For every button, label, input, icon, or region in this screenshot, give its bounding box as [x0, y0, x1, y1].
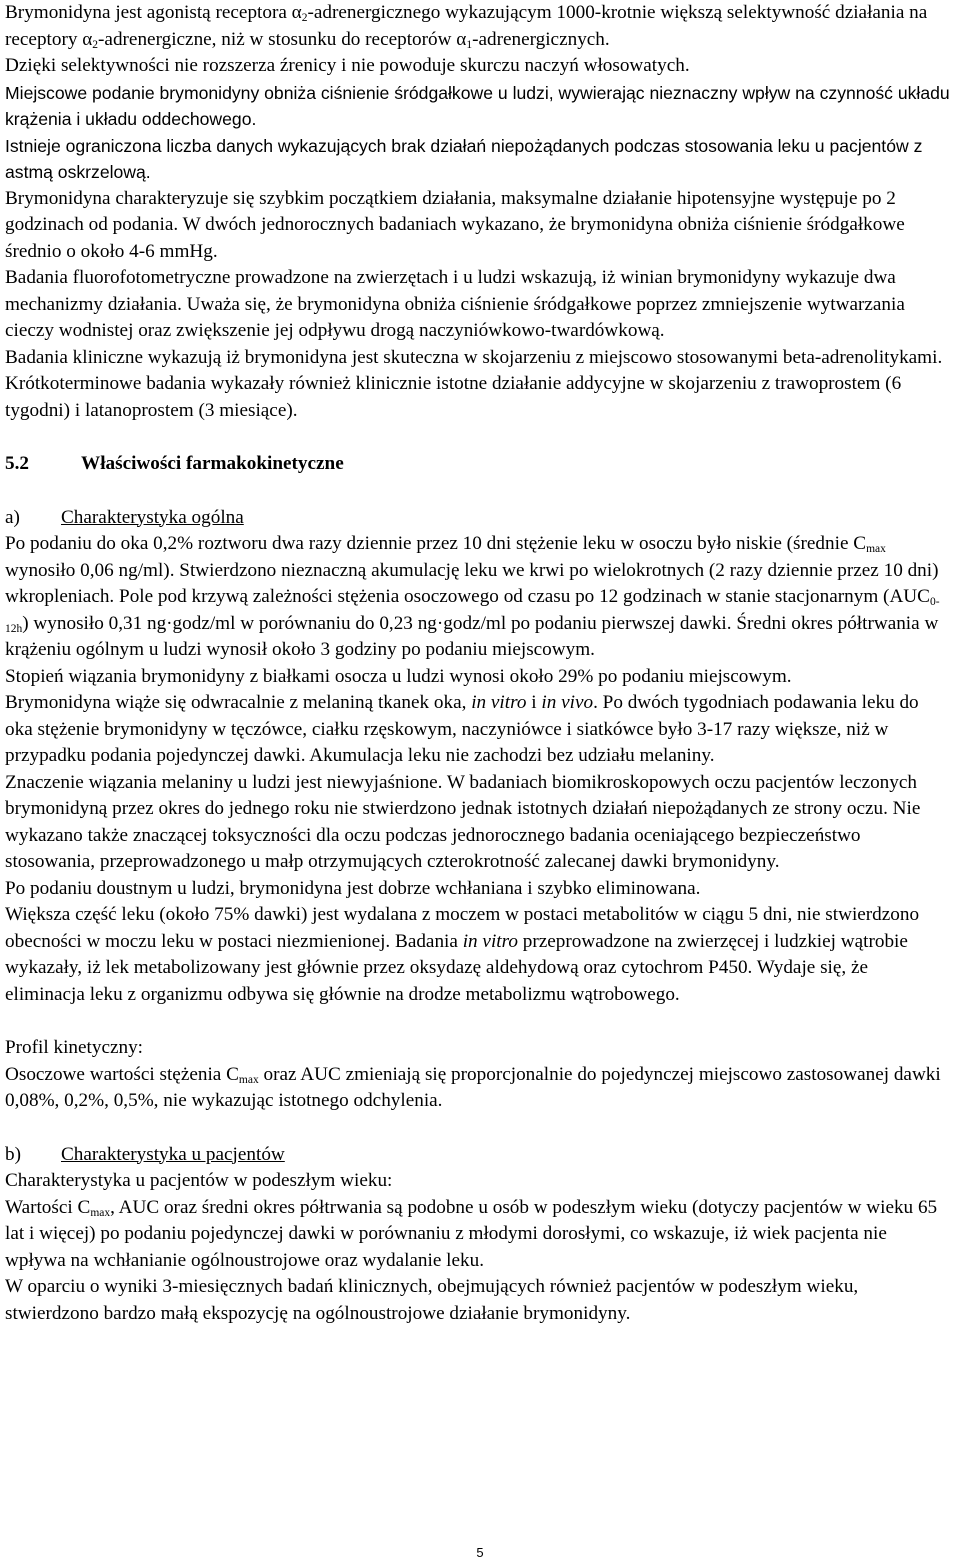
paragraph-onset: Brymonidyna charakteryzuje się szybkim początkiem działania, maksymalne działanie hipotensyjne występuje po 2 godzinach od podania. W dwóch jednorocznych badaniach wykazano, że brymonidyna obniża ciśnienie śródgałkowe średnio o około 4-6 mmHg.: [5, 187, 905, 262]
section-title: Właściwości farmakokinetyczne: [81, 453, 344, 474]
paragraph-elimination: Większa część leku (około 75% dawki) jest wydalana z moczem w postaci metabolitów w ciągu 5 dni, nie stwierdzono obecności w moczu leku w postaci niezmienionej. Badania in vitro przeprowadzone na zwierzęcej i ludzkiej wątrobie wykazały, iż lek metabolizowany jest głównie przez oksydazę aldehydową oraz cytochrom P450. Wydaje się, że eliminacja leku z organizmu odbywa się głównie na drodze metabolizmu wątrobowego.: [5, 904, 920, 1005]
paragraph-asthma-data: Istnieje ograniczona liczba danych wykazujących brak działań niepożądanych podczas stosowania leku u pacjentów z astmą oskrzelową.: [5, 135, 923, 182]
paragraph-elderly-pk: Wartości $C_{max}$, AUC oraz średni okres półtrwania są podobne u osób w podeszłym wieku (dotyczy pacjentów w wieku 65 lat i więcej) po podaniu pojedynczej dawki w porównaniu z młodymi dorosłymi, co wskazuje, iż wiek pacjenta nie wpływa na wchłanianie ogólnoustrojowe oraz wydalanie leku.: [5, 1196, 938, 1271]
paragraph-elderly-exposure: W oparciu o wyniki 3-miesięcznych badań klinicznych, obejmujących również pacjentów w podeszłym wieku, stwierdzono bardzo małą ekspozycję na ogólnoustrojowe działanie brymonidyny.: [5, 1276, 859, 1324]
subsection-a-heading: a) Charakterystyka ogólna: [5, 506, 244, 528]
section-number: 5.2: [5, 453, 29, 474]
page-number: 5: [476, 1545, 484, 1560]
elderly-label: Charakterystyka u pacjentów w podeszłym wieku:: [5, 1170, 393, 1191]
paragraph-melanin-significance: Znaczenie wiązania melaniny u ludzi jest niewyjaśnione. W badaniach biomikroskopowych oczu pacjentów leczonych brymonidyną przez okres do jednego roku nie stwierdzono jednak istotnych działań niepożądanych ze strony oczu. Nie wykazano także znaczącej toksyczności dla oczu podczas jednorocznego badania oceniającego bezpieczeństwo stosowania, przeprowadzonego u małp otrzymujących czterokrotność zalecanej dawki brymonidyny.: [5, 771, 921, 872]
paragraph-kinetic-profile: Osoczowe wartości stężenia $C_{max}$ oraz AUC zmieniają się proporcjonalnie do pojedynczej miejscowo zastosowanej dawki 0,08%, 0,2%, 0,5%, nie wykazując istotnego odchylenia.: [5, 1063, 941, 1111]
paragraph-topical-administration: Miejscowe podanie brymonidyny obniża ciśnienie śródgałkowe u ludzi, wywierając nieznaczny wpływ na czynność układu krążenia i układu oddechowego.: [5, 82, 950, 129]
section-heading: [5, 451, 951, 478]
paragraph-oral-absorption: Po podaniu doustnym u ludzi, brymonidyna jest dobrze wchłaniana i szybko eliminowana.: [5, 877, 701, 899]
kinetic-profile-label: Profil kinetyczny:: [5, 1037, 144, 1058]
subsection-a-title: Charakterystyka ogólna: [61, 506, 244, 528]
paragraph-receptor-selectivity: Brymonidyna jest agonistą receptora $\alpha_2$-adrenergicznego wykazującym 1000-krotnie większą selektywność działania na receptory $\alpha_2$-adrenergiczne, niż w stosunku do receptorów $\alpha_1$-adrenergicznych.: [5, 2, 928, 51]
paragraph-melanin-binding: Brymonidyna wiąże się odwracalnie z melaniną tkanek oka, in vitro i in vivo. Po dwóch tygodniach podawania leku do oka stężenie brymonidyny w tęczówce, ciałku rzęskowym, naczyniówce i siatkówce było 3-17 razy większe, niż w przypadku podania pojedynczej dawki. Akumulacja leku nie zachodzi bez udziału melaniny.: [5, 692, 919, 766]
document-page: [5, 0, 951, 1327]
paragraph-selectivity-effect: Dzięki selektywności nie rozszerza źrenicy i nie powoduje skurczu naczyń włosowatych.: [5, 55, 690, 76]
paragraph-protein-binding: Stopień wiązania brymonidyny z białkami osocza u ludzi wynosi około 29% po podaniu miejscowym.: [5, 665, 792, 687]
paragraph-general-pk: Po podaniu do oka 0,2% roztworu dwa razy dziennie przez 10 dni stężenie leku w osoczu było niskie (średnie $C_{max}$ wynosiło 0,06 ng/ml). Stwierdzono nieznaczną akumulację leku we krwi po wielokrotnych (2 razy dziennie przez 10 dni) wkropleniach. Pole pod krzywą zależności stężenia osoczowego od czasu po 12 godzinach w stanie stacjonarnym $(AUC_{0-12h})$ wynosiło 0,31 ng·godz/ml w porównaniu do 0,23 ng·godz/ml po podaniu pierwszej dawki. Średni okres półtrwania w krążeniu ogólnym u ludzi wynosił około 3 godziny po podaniu miejscowym.: [5, 533, 940, 660]
paragraph-clinical-studies: Badania kliniczne wykazują iż brymonidyna jest skuteczna w skojarzeniu z miejscowo stosowanymi beta-adrenolitykami. Krótkoterminowe badania wykazały również klinicznie istotne działanie addycyjne w skojarzeniu z trawoprostem (6 tygodni) i latanoprostem (3 miesiące).: [5, 346, 943, 421]
subsection-b-heading: b) Charakterystyka u pacjentów: [5, 1143, 285, 1165]
paragraph-fluorophotometry: Badania fluorofotometryczne prowadzone na zwierzętach i u ludzi wskazują, iż winian brymonidyny wykazuje dwa mechanizmy działania. Uważa się, że brymonidyna obniża ciśnienie śródgałkowe poprzez zmniejszenie wytwarzania cieczy wodnistej oraz zwiększenie jej odpływu drogą naczyniówkowo-twardówkową.: [5, 267, 905, 341]
subsection-b-title: Charakterystyka u pacjentów: [61, 1143, 285, 1165]
